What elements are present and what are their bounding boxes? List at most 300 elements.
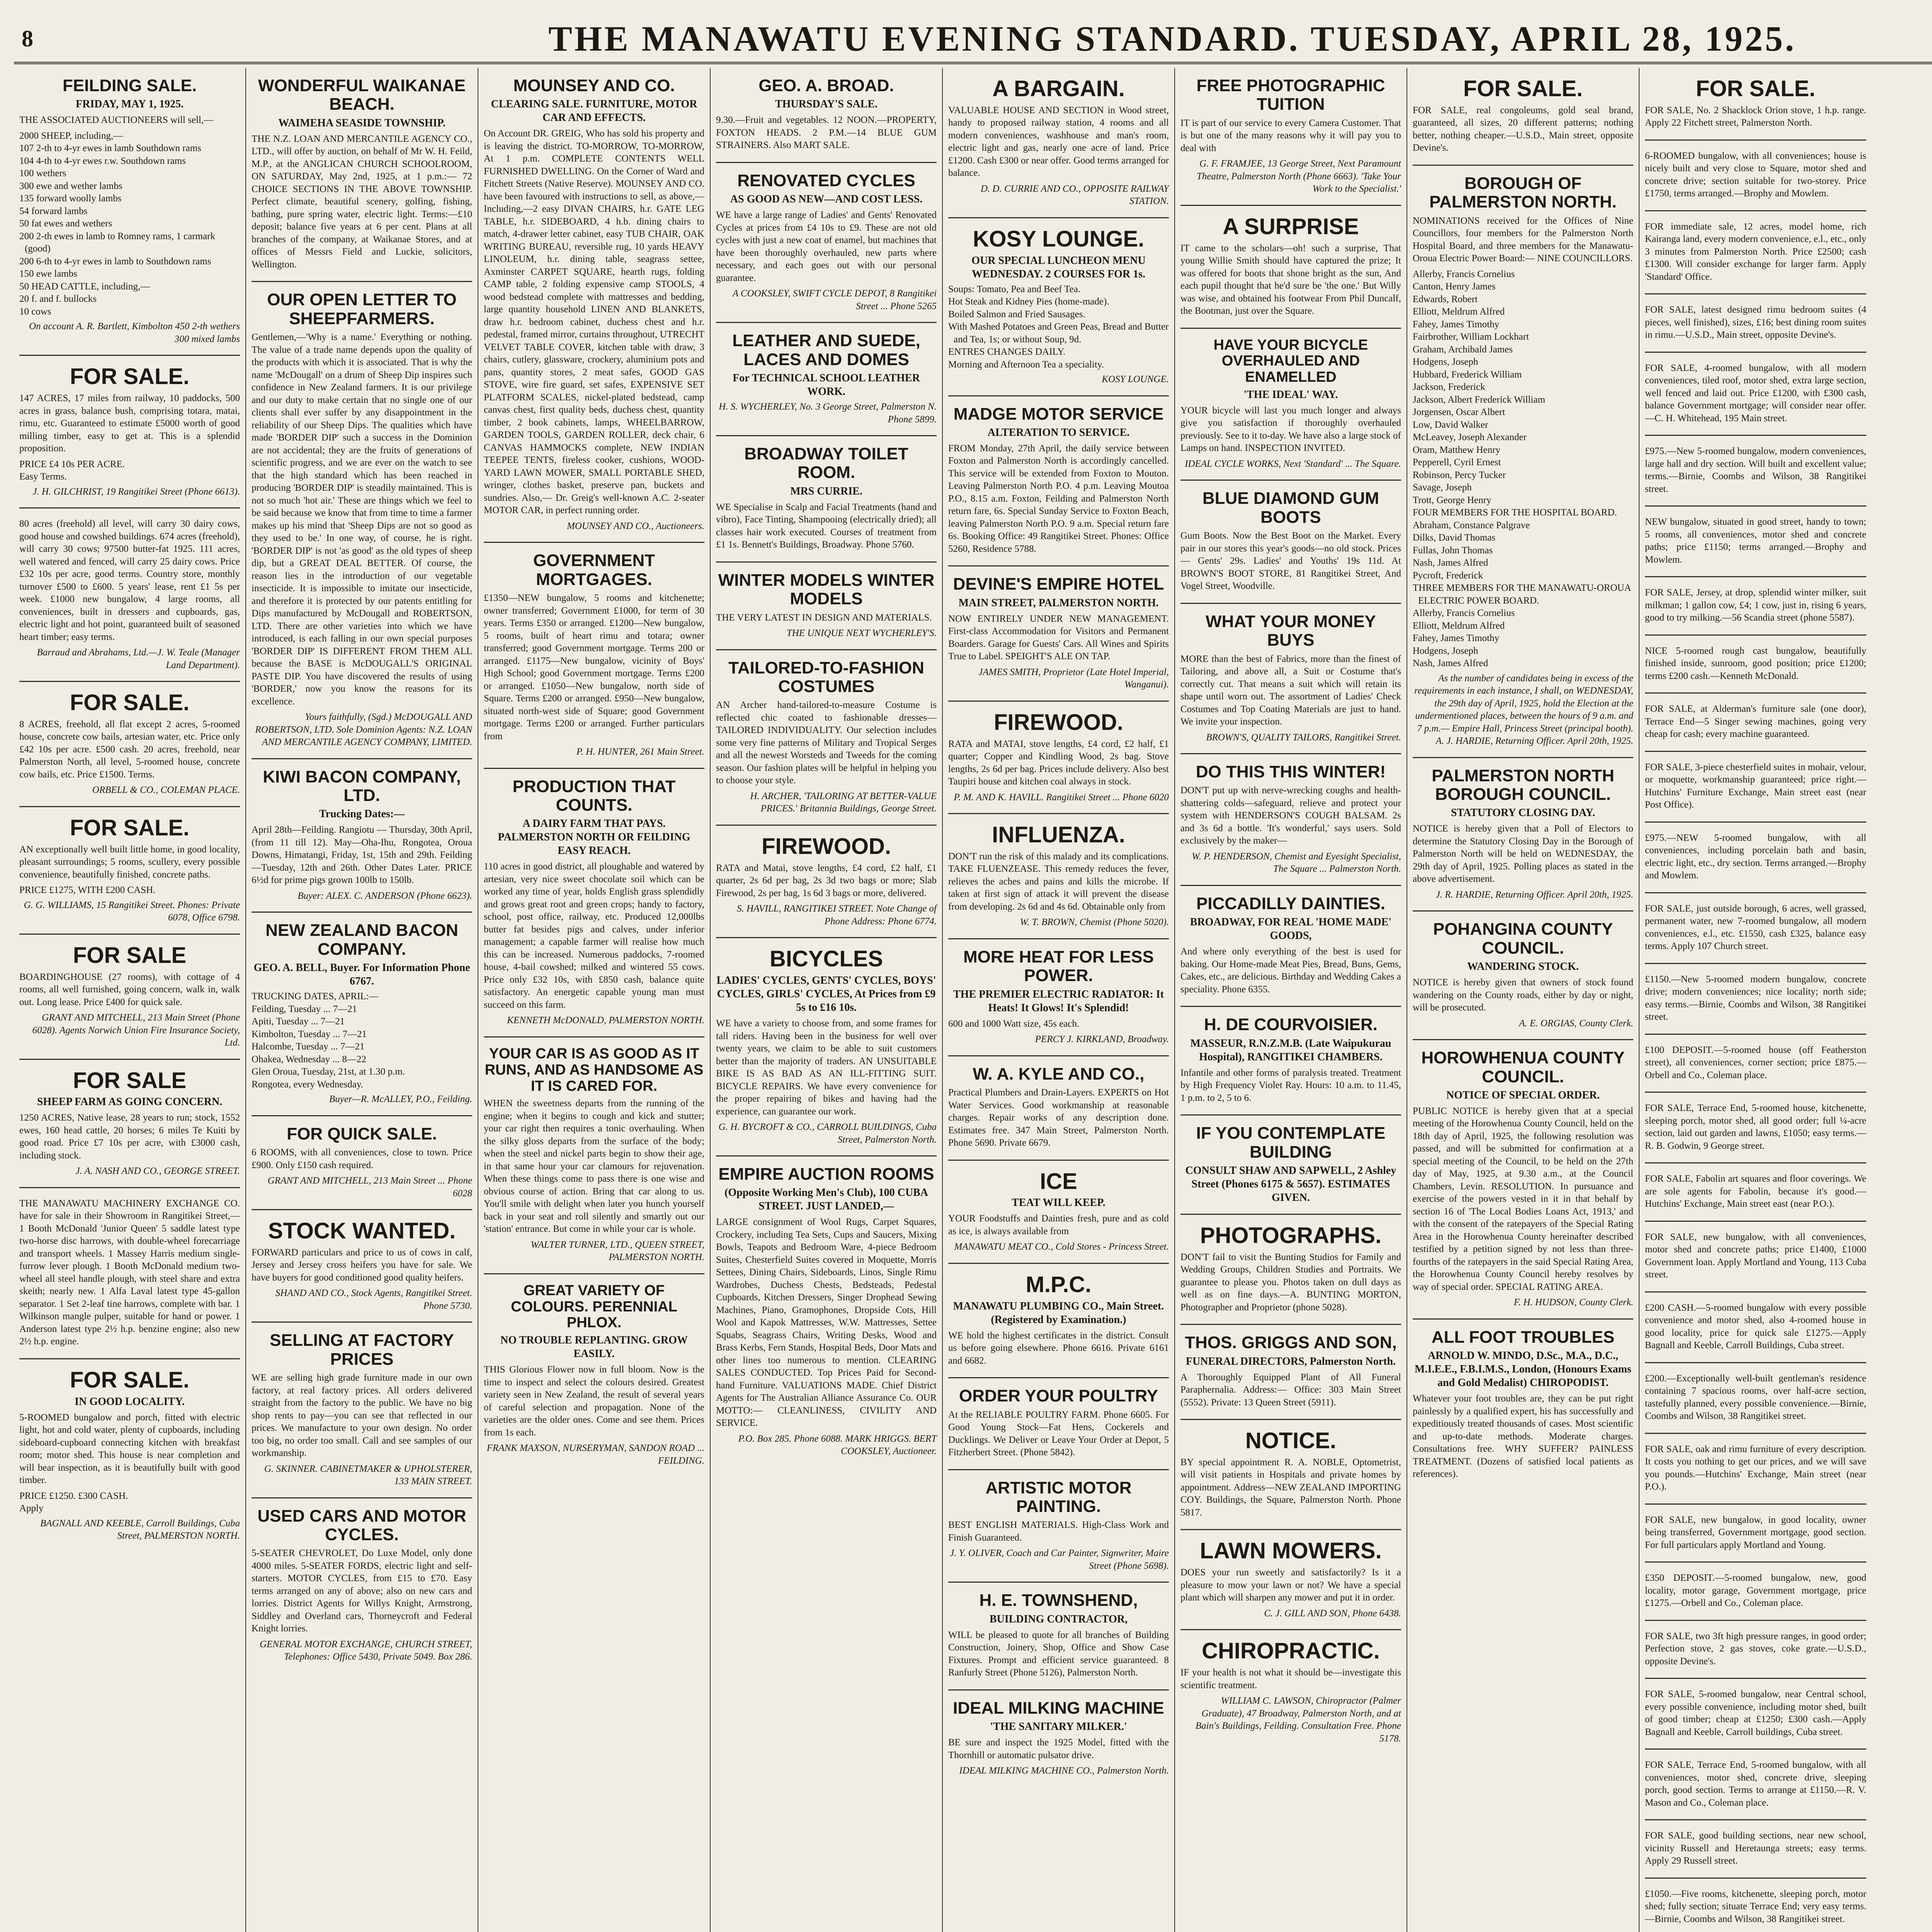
column-8	[1639, 68, 1872, 1932]
ad-body: BOARDINGHOUSE (27 rooms), with cottage of 4 rooms, all well furnished, going concern, walk in, walk out. Long lease. Price £400 for quick sale.	[19, 971, 240, 1007]
ad-subheading: NO TROUBLE REPLANTING. GROW EASILY.	[500, 1334, 688, 1360]
advertisement	[716, 650, 937, 826]
ad-signature: On account A. R. Bartlett, Kimbolton 450 2-th wethers 300 mixed lambs	[29, 321, 240, 344]
ad-heading: ORDER YOUR POULTRY	[959, 1386, 1158, 1406]
ad-body: FOR SALE, Fabolin art squares and floor coverings. We are sole agents for Fabolin, because it's good.—Hutchins' Exchange, Main street east (near P.O.).	[1645, 1173, 1866, 1209]
ad-list-item: Elliott, Meldrum Alfred	[1413, 306, 1505, 317]
ad-heading: H. E. TOWNSHEND,	[979, 1591, 1138, 1610]
ad-signature: IDEAL MILKING MACHINE CO., Palmerston North.	[959, 1765, 1169, 1776]
ad-heading: PRODUCTION THAT COUNTS.	[512, 777, 676, 815]
advertisement	[1645, 436, 1866, 507]
ad-list-item: FOUR MEMBERS FOR THE HOSPITAL BOARD.	[1413, 507, 1617, 518]
ad-heading: SELLING AT FACTORY PRICES	[270, 1331, 454, 1369]
ad-subheading: CONSULT SHAW AND SAPWELL, 2 Ashley Street (Phones 6175 & 5657). ESTIMATES GIVEN.	[1185, 1164, 1396, 1204]
advertisement	[19, 935, 240, 1060]
advertisement	[1645, 964, 1866, 1035]
advertisement	[484, 543, 704, 769]
advertisement	[252, 759, 472, 913]
ad-body: IT came to the scholars—oh! such a surprise, That young Willie Smith should have captured the prize; It was offered for boots that shone bright as the sun, And each pupil thought that he'd sure be 'the one.' But Willy was wise, and obtained his footwear From Phil Duncalf, the Bootman, just over the Square.	[1180, 243, 1401, 316]
ad-heading: PALMERSTON NORTH BOROUGH COUNCIL.	[1432, 766, 1614, 804]
advertisement	[1645, 1222, 1866, 1293]
ad-body: NOTICE is hereby given that a Poll of Electors to determine the Statutory Closing Day in the Borough of Palmerston North will be held on WEDNESDAY, the 29th day of April, 1925. Polling places as stated in the above advertisement.	[1413, 823, 1633, 884]
ad-list-item: PRICE £4 10s PER ACRE.	[19, 459, 125, 469]
ad-heading: A BARGAIN.	[992, 76, 1125, 101]
ad-subheading: THE PREMIER ELECTRIC RADIATOR: It Heats! It Glows! It's Splendid!	[953, 988, 1164, 1014]
ad-subheading: GEO. A. BELL, Buyer. For Information Phone 6767.	[253, 962, 470, 988]
ad-list-item: Nash, James Alfred	[1413, 658, 1488, 669]
ad-heading: KIWI BACON COMPANY, LTD.	[263, 767, 461, 805]
ad-signature: F. H. HUDSON, County Clerk.	[1514, 1297, 1633, 1308]
ad-signature: C. J. GILL AND SON, Phone 6438.	[1264, 1608, 1401, 1619]
ad-list-item: Robinson, Percy Tucker	[1413, 469, 1506, 480]
ad-list-item: 10 cows	[19, 306, 51, 317]
ad-body: 9.30.—Fruit and vegetables. 12 NOON.—PROPERTY, FOXTON HEADS. 2 P.M.—14 BLUE GUM STRAINERS. Also MART SALE.	[716, 115, 937, 151]
ad-heading: H. DE COURVOISIER.	[1204, 1015, 1378, 1034]
ad-list-item: Edwards, Robert	[1413, 294, 1478, 304]
ad-subheading: LADIES' CYCLES, GENTS' CYCLES, BOYS' CYCLES, GIRLS' CYCLES, At Prices from £9 5s to £16 10s.	[716, 975, 936, 1014]
ad-heading: DEVINE'S EMPIRE HOTEL	[953, 575, 1164, 594]
ad-signature: W. P. HENDERSON, Chemist and Eyesight Specialist, The Square ... Palmerston North.	[1192, 851, 1401, 874]
advertisement	[1413, 1040, 1633, 1320]
advertisement	[252, 68, 472, 282]
ad-list-item: 300 ewe and wether lambs	[19, 180, 122, 191]
ad-subheading: STATUTORY CLOSING DAY.	[1451, 807, 1595, 819]
ad-list-item: ENTRES CHANGES DAILY.	[948, 347, 1066, 357]
page-number: 8	[22, 26, 33, 51]
advertisement	[716, 826, 937, 938]
ad-body: DON'T put up with nerve-wrecking coughs and health-shattering colds—safeguard, relieve and protect your system with HENDERSON'S COUGH BALSAM. 2s and 3s 6d a bottle. 'It's wonderful,' says users. Sold exclusively by the maker—	[1180, 785, 1401, 846]
ad-heading: LAWN MOWERS.	[1200, 1538, 1382, 1564]
ad-body: THIS Glorious Flower now in full bloom. Now is the time to inspect and select the colours desired. Greatest variety seen in New Zealand, the result of several years of careful selection and propagation. None of the varieties are the older ones. Come and see them. Prices from 1s each.	[484, 1364, 704, 1438]
ad-body: THE ASSOCIATED AUCTIONEERS will sell,—	[19, 115, 214, 126]
ad-heading: BROADWAY TOILET ROOM.	[744, 444, 908, 482]
ad-signature: Buyer—R. McALLEY, P.O., Feilding.	[329, 1094, 472, 1105]
advertisement	[1645, 1505, 1866, 1563]
ad-list-item: 50 HEAD CATTLE, including,—	[19, 281, 150, 292]
ad-heading: HAVE YOUR BICYCLE OVERHAULED AND ENAMELLED	[1213, 337, 1368, 386]
ad-heading: GEO. A. BROAD.	[759, 76, 894, 95]
ad-heading: EMPIRE AUCTION ROOMS	[718, 1165, 934, 1184]
ad-body: FOR SALE, latest designed rimu bedroom suites (4 pieces, well finished), sizes, £16; best dining room suites in rimu.—U.S.D., Main street, opposite Devine's.	[1645, 304, 1866, 340]
ad-list-item: Fairbrother, William Lockhart	[1413, 332, 1529, 342]
ad-body: FOR SALE, two 3ft high pressure ranges, in good order; Perfection stove, 2 gas stoves, coke grate.—U.S.D., opposite Devine's.	[1645, 1631, 1866, 1667]
ad-body: 1250 ACRES, Native lease, 28 years to run; stock, 1552 ewes, 160 head cattle, 20 horses; 6 miles Te Kuiti by good road. Price £7 10s per acre, with £3000 cash, including stock.	[19, 1112, 240, 1161]
ad-heading: FOR SALE	[73, 942, 187, 968]
ad-body: BE sure and inspect the 1925 Model, fitted with the Thornhill or automatic pulsator drive.	[948, 1737, 1169, 1760]
ad-body: On Account DR. GREIG, Who has sold his property and is leaving the district. TO-MORROW, TO-MORROW, At 1 p.m. COMPLETE CONTENTS WELL FURNISHED DWELLING. On the Corner of Ward and Fitchett Streets (Native Reserve). MOUNSEY AND CO. have been favoured with instructions to sell, as above,— Including,—2 easy DIVAN CHAIRS, h.r. GATE LEG TABLE, h.r. SIDEBOARD, 4 h.b. dining chairs to match, 4-drawer letter cabinet, easy TUB CHAIR, OAK WRITING BUREAU, reversible rug, 10 yards HEAVY LINOLEUM, h.r. dining table, seagrass settee, Axminster CARPET SQUARE, hearth rugs, folding CAMP table, 2 folding expensive camp STOOLS, 4 wood bedstead complete with mattresses and bedding, large quantity household LINEN AND BLANKETS, draw h.r. bedroom cabinet, duchess chest and h.r. pedestal, framed mirror, curtains throughout, UTRECHT VELVET TABLE COVER, kitchen table with draw, 3 chairs, cutlery, glassware, crockery, aluminium pots and pans, quantity stores, 2 meat safes, GOOD GAS STOVE, wire fire guard, set safes, EXPENSIVE SET PLATFORM SCALES, nickel-plated bedstead, camp canvas chest, first quality beds, duchess chest, quantity timber, 2 book cabinets, lamps, WHEELBARROW, GARDEN TOOLS, GARDEN ROLLER, deck chair, 6 CANVAS HAMMOCKS complete, NEW INDIAN TEEPEE TENTS, fireless cooker, cushions, WOOD-YARD LAWN MOWER, SMALL PORTABLE SHED, wringer, clothes basket, preserve pan, buckets and sundries. Also,— Dr. Greig's well-known A.C. 2-seater MOTOR CAR, in perfect running order.	[484, 128, 704, 516]
advertisement	[19, 1359, 240, 1552]
advertisement	[948, 1470, 1169, 1583]
ad-heading: ALL FOOT TROUBLES	[1431, 1327, 1615, 1347]
ad-body: DON'T run the risk of this malady and its complications. TAKE FLUENZEASE. This remedy reduces the fever, relieves the aches and pains and kills the microbe. If taken at first sign of attack it will prevent the disease from developing. 2s 6d and 4s 6d. Obtainable only from	[948, 851, 1169, 912]
advertisement	[948, 218, 1169, 396]
ad-body: £1050.—Five rooms, kitchenette, sleeping porch, motor shed; fully section; situate Terrace End; very easy terms.—Birnie, Coombs and Wilson, 38 Rangitikei street.	[1645, 1888, 1866, 1924]
ad-signature: PERCY J. KIRKLAND, Broadway.	[1035, 1034, 1169, 1045]
ad-signature: A. E. ORGIAS, County Clerk.	[1519, 1018, 1633, 1029]
ad-list-item: Apply	[19, 1503, 44, 1514]
ad-heading: IF YOU CONTEMPLATE BUILDING	[1196, 1124, 1386, 1162]
ad-body: FOR SALE, new bungalow, in good locality, owner being transferred, Government mortgage, good section. For full particulars apply Mortland and Young.	[1645, 1514, 1866, 1550]
ad-heading: WONDERFUL WAIKANAE BEACH.	[258, 76, 466, 114]
ad-body: RATA and Matai, stove lengths, £4 cord, £2 half, £1 quarter, 2s 6d per bag, 2s 3d two bags or more; Slab Firewood, 2s per bag, 1s 6d 3 bags or more, delivered.	[716, 862, 937, 898]
ad-heading: INFLUENZA.	[992, 822, 1125, 848]
advertisement	[252, 1498, 472, 1673]
ad-list-item: Soups: Tomato, Pea and Beef Tea.	[948, 284, 1081, 294]
ad-signature: KENNETH McDONALD, PALMERSTON NORTH.	[507, 1015, 704, 1026]
advertisement	[1180, 1630, 1401, 1754]
column-6	[1175, 68, 1407, 1932]
advertisement	[1645, 353, 1866, 436]
ad-subheading: SHEEP FARM AS GOING CONCERN.	[37, 1096, 223, 1108]
ad-subheading: CLEARING SALE. FURNITURE, MOTOR CAR AND EFFECTS.	[491, 98, 697, 124]
ad-heading: FOR SALE.	[70, 815, 190, 840]
ad-list-item: Pepperell, Cyril Ernest	[1413, 457, 1501, 468]
advertisement	[252, 913, 472, 1116]
ad-heading: IDEAL MILKING MACHINE	[953, 1698, 1164, 1718]
ad-signature: GRANT AND MITCHELL, 213 Main Street ... Phone 6028	[267, 1175, 472, 1199]
ad-body: MORE than the best of Fabrics, more than the finest of Tailoring, and above all, a Suit or Costume that's correctly cut. That means a suit which will retain its shape until worn out. The assortment of Ladies' Check Costumes and Top Coating Materials are just to hand. We invite your inspection.	[1180, 653, 1401, 727]
advertisement	[1645, 68, 1866, 141]
ad-body: 5-SEATER CHEVROLET, Do Luxe Model, only done 4000 miles. 5-SEATER FORDS, electric light and self-starters. MOTOR CYCLES, from £15 to £70. Easy terms arranged on any of above; also on new cars and lorries. District Agents for Willys Knight, Armstrong, Siddley and Overland cars, Thorneycroft and Federal Knight lorries.	[252, 1548, 472, 1634]
ad-subheading: MANAWATU PLUMBING CO., Main Street. (Registered by Examination.)	[953, 1300, 1164, 1326]
advertisement	[948, 1583, 1169, 1690]
ad-list-item: Low, David Walker	[1413, 419, 1488, 430]
ad-body: Whatever your foot troubles are, they can be put right painlessly by a qualified expert, his has successfully and expeditiously treated thousands of cases. Most scientific and up-to-date methods. Moderate charges. Consultations free. WHY SUFFER? PAINLESS TREATMENT. (Dozens of satisfied local patients as references).	[1413, 1393, 1633, 1480]
ad-body: DON'T fail to visit the Bunting Studios for Family and Wedding Groups, Children Studies and Portraits. We guarantee to please you. Photos taken on dull days as well as on fine days.—A. BUNTING MORTON, Photographer and Proprietor (phone 5028).	[1180, 1252, 1401, 1313]
ad-list-item: Elliott, Meldrum Alfred	[1413, 620, 1505, 631]
column-7	[1407, 68, 1639, 1932]
ad-heading: THOS. GRIGGS AND SON,	[1185, 1333, 1397, 1352]
ad-heading: OUR OPEN LETTER TO SHEEPFARMERS.	[267, 290, 457, 328]
ad-list-item: Fahey, James Timothy	[1413, 633, 1500, 644]
advertisement	[716, 323, 937, 436]
ad-heading: DO THIS THIS WINTER!	[1196, 762, 1386, 782]
ad-list-item: 107 2-th to 4-yr ewes in lamb Southdown rams	[19, 143, 201, 154]
ad-list-item: Hot Steak and Kidney Pies (home-made).	[948, 296, 1109, 307]
ad-list-item: Allerby, Francis Cornelius	[1413, 269, 1515, 279]
ad-heading: FOR SALE.	[1463, 76, 1583, 101]
ad-body: AN exceptionally well built little home, in good locality, pleasant surroundings; 5 rooms, scullery, every possible convenience, beautifully finished, concrete paths.	[19, 844, 240, 880]
ad-list-item: 150 ewe lambs	[19, 269, 77, 279]
ad-body: £1150.—New 5-roomed modern bungalow, concrete drive; modern conveniences; nice locality; north side; easy terms.—Birnie, Coombs and Wilson, 38 Rangitikei street.	[1645, 974, 1866, 1022]
advertisement	[1180, 754, 1401, 886]
ad-body: WE have a variety to choose from, and some frames for tall riders. Having been in the business for well over twenty years, we claim to be able to suit customers better than the majority of traders. AN UNSUITABLE BIKE IS AS BAD AS AN ILL-FITTING SUIT. BICYCLE REPAIRS. We have every convenience for the proper repairing of bikes and having had the experience, can guarantee our work.	[716, 1018, 937, 1117]
ad-body: LARGE consignment of Wool Rugs, Carpet Squares, Crockery, including Tea Sets, Cups and Saucers, Mixing Bowls, Teapots and Bedroom Ware, 4-piece Bedroom Suites, Chesterfield Suites covered in Moquette, Morris Settees, Dining Chairs, Sideboards, Linos, Single Rimu Wardrobes, Duchess Chests, Bedsteads, Pedestal Cupboards, Kitchen Dressers, Singer Drophead Sewing Machines, Piano, Gramophones, Dropside Cots, Hill Wool and Kapok Mattresses, W.W. Mattresses, Settee Squabs, Seagrass Chairs, Writing Desks, Wood and Brass Kerbs, Fern Stands, Hospital Beds, Door Mats and other lines too numerous to mention. CLEARING SALES CONDUCTED. Top Prices Paid for Second-hand Furniture. VALUATIONS MADE. Chief District Agents for The Australian Alliance Assurance Co. OUR MOTTO:— CLEANLINESS, CIVILITY AND SERVICE.	[716, 1217, 937, 1429]
ad-body: £200.—Exceptionally well-built gentleman's residence containing 7 spacious rooms, over half-acre section, tastefully planned, every possible convenience.—Birnie, Coombs and Wilson, 38 Rangitikei street.	[1645, 1373, 1866, 1422]
ad-heading: USED CARS AND MOTOR CYCLES.	[257, 1506, 466, 1544]
ad-body: PUBLIC NOTICE is hereby given that at a special meeting of the Horowhenua County Council, held on the 18th day of April, 1925, the following resolution was passed, and will be submitted for confirmation at a special meeting of the Council, to be held on the 27th day of May, 1925, at 9.30 a.m., at the Council Chambers, Levin. RESOLUTION. In pursuance and exercise of the powers vested in it in that behalf by section 16 of 'The Local Bodies Loans Act, 1913,' and with the consent of the ratepayers of the Special Rating Area in the Horowhenua County hereinafter described testified by a petition signed by not less than three-fourths of the ratepayers in the said Special Rating Area, the Horowhenua County Council hereby resolves by way of special order. SPECIAL RATING AREA.	[1413, 1105, 1633, 1292]
advertisement	[1180, 1215, 1401, 1325]
ad-subheading: Trucking Dates:—	[319, 808, 405, 820]
ad-body: NOW ENTIRELY UNDER NEW MANAGEMENT. First-class Accommodation for Visitors and Permanent Boarders. Garage for Guests' Cars. All Wines and Spirits True to Label. SPEIGHT'S ALE ON TAP.	[948, 613, 1169, 662]
ad-body: Practical Plumbers and Drain-Layers. EXPERTS on Hot Water Services. Good workmanship at reasonable charges. Repair works of any description done. Estimates free. 347 Main Street, Palmerston North. Phone 5690. Private 6679.	[948, 1087, 1169, 1148]
advertisement	[1645, 1434, 1866, 1505]
ad-body: £975.—NEW 5-roomed bungalow, with all conveniences, including porcelain bath and basin, electric light, etc., dry section. Terms arranged.—Brophy and Mowlem.	[1645, 832, 1866, 881]
ad-body: £350 DEPOSIT.—5-roomed bungalow, new, good locality, motor garage, Government mortgage, price £1275.—Orbell and Co., Coleman place.	[1645, 1573, 1866, 1609]
newspaper-title: THE MANAWATU EVENING STANDARD. TUESDAY, APRIL 28, 1925.	[548, 19, 1796, 58]
advertisement	[1645, 577, 1866, 636]
column-5	[943, 68, 1175, 1932]
advertisement	[1413, 68, 1633, 166]
ad-list-item: 50 fat ewes and wethers	[19, 218, 112, 229]
ad-list-item: Apiti, Tuesday ... 7—21	[252, 1016, 345, 1027]
advertisement	[948, 1378, 1169, 1470]
ad-heading: HOROWHENUA COUNTY COUNCIL.	[1421, 1048, 1625, 1086]
advertisement	[948, 396, 1169, 567]
ad-heading: GREAT VARIETY OF COLOURS. PERENNIAL PHLOX.	[511, 1282, 677, 1331]
ad-heading: PICCADILLY DAINTIES.	[1196, 894, 1385, 913]
advertisement	[948, 702, 1169, 814]
advertisement	[1645, 1563, 1866, 1621]
ad-heading: FOR SALE.	[70, 1367, 190, 1393]
ad-signature: JAMES SMITH, Proprietor (Late Hotel Imperial, Wanganui).	[978, 667, 1169, 690]
advertisement	[1645, 1879, 1866, 1932]
ad-heading: POHANGINA COUNTY COUNCIL.	[1433, 920, 1613, 957]
ad-heading: NOTICE.	[1245, 1428, 1337, 1454]
ad-subheading: MASSEUR, R.N.Z.M.B. (Late Waipukurau Hospital), RANGITIKEI CHAMBERS.	[1190, 1037, 1391, 1063]
ad-subheading: (Opposite Working Men's Club), 100 CUBA STREET. JUST LANDED,—	[724, 1187, 928, 1213]
ad-list-item: 104 4-th to 4-yr ewes r.w. Southdown rams	[19, 155, 186, 166]
advertisement	[948, 1690, 1169, 1787]
ad-heading: MORE HEAT FOR LESS POWER.	[963, 947, 1154, 985]
ad-list-item: Rongotea, every Wednesday.	[252, 1079, 363, 1090]
ad-heading: GOVERNMENT MORTGAGES.	[533, 551, 655, 589]
ad-heading: BLUE DIAMOND GUM BOOTS	[1202, 489, 1379, 527]
ad-heading: FOR SALE.	[70, 364, 190, 389]
ad-signature: IDEAL CYCLE WORKS, Next 'Standard' ... The Square.	[1185, 458, 1401, 469]
advertisement	[948, 1264, 1169, 1378]
ad-body: WE are selling high grade furniture made in our own factory, at real factory prices. All orders delivered straight from the factory to the public. We have no big shop rents to pay—you can see that reflected in our prices. We manufacture to your own design. No order too big, no order too small. Call and see samples of our workmanship.	[252, 1372, 472, 1459]
advertisement	[484, 68, 704, 543]
ad-body: IF your health is not what it should be—investigate this scientific treatment.	[1180, 1667, 1401, 1690]
ad-body: Gentlemen,—'Why is a name.' Everything or nothing. The value of a trade name depends upon the quality of the products with which it is associated. That is why the name 'McDougall' on a drum of Sheep Dip inspires such confidence in New Zealand farmers. It is our privilege and our duty to make certain that no single one of our clients shall ever suffer by any disappointment in the reliability of our Sheep Dips. The qualities which have made 'BORDER DIP' such a success in the Dominion are not accidental; they are the fruits of generations of scientific progress, and we are ever on the watch to see that the high standard which has been reached in producing 'BORDER DIP' is steadily maintained. This is not so much 'hot air.' These are things which we feel to be said because we know that from time to time a farmer makes up his mind that 'Sheep Dips are not so good as they used to be.' In one way, of course, he is right. 'BORDER DIP' is not 'as good' as the old types of sheep dip, but a GREAT DEAL BETTER. Of course, the reason lies in the introduction of our vegetable insecticide. It is impossible to imitate our insecticide, and therefore it is protected by our patents entitling for Dips manufactured by McDougall and ROBERTSON, LTD. There are other varieties into which we have introduced, is each falling in our own special purposes 'BORDER DIP' IS DIFFERENT FROM THEM ALL because the BASE is McDOUGALL'S ORIGINAL PASTE DIP. You have discovered the results of using 'BORDER,' now you know the reasons for its excellence.	[252, 332, 472, 707]
ad-body: THE VERY LATEST IN DESIGN AND MATERIALS.	[716, 612, 932, 623]
advertisement	[716, 563, 937, 650]
advertisement	[252, 1210, 472, 1323]
ad-body: 80 acres (freehold) all level, will carry 30 dairy cows, good house and cowshed buildings. 674 acres (freehold), will carry 30 cows; 97500 butter-fat 1925. 111 acres, well watered and fenced, will carry 25 dairy cows. Price £32 10s per acre, good terms. Country store, monthly turnover £500 to £600. 5 years' lease, rent £1 5s per week. £1000 new bungalow, 4 large rooms, all conveniences, built in dressers and cupboards, gas, electric light and hot point, guaranteed built of seasoned heart timber; easy terms.	[19, 519, 240, 642]
advertisement	[484, 1274, 704, 1476]
ad-body: Infantile and other forms of paralysis treated. Treatment by High Frequency Violet Ray. Hours: 10 a.m. to 11.45, 1 p.m. to 2, 5 to 6.	[1180, 1067, 1401, 1103]
advertisement	[1180, 1116, 1401, 1215]
ad-list-item: With Mashed Potatoes and Green Peas, Bread and Butter and Tea, 1s; or without Soup, 9d.	[948, 321, 1169, 345]
ad-heading: LEATHER AND SUEDE, LACES AND DOMES	[732, 331, 920, 369]
ad-body: FROM Monday, 27th April, the daily service between Foxton and Palmerston North is accordingly cancelled. This service will be extended from Foxton to Mouton. Leaving Palmerston North P.O. 4 p.m. Leaving Moutoa P.O., 8.15 a.m. Foxton, Feilding and Palmerston North return fare, 6s. Special Sunday Service to Foxton Beach, leaving Palmerston North P.O. 9 a.m. Special return fare 6s. Booking Office: 49 Rangitikei Street. Phones: Office 5260, Residence 5788.	[948, 443, 1169, 554]
ad-body: FOR SALE, Terrace End, 5-roomed bungalow, with all conveniences, motor shed, concrete drive, sleeping porch, good section. Terms to arrange at £1150.—R. V. Mason and Co., Coleman place.	[1645, 1760, 1866, 1808]
ad-signature: J. R. HARDIE, Returning Officer. April 20th, 1925.	[1435, 889, 1633, 900]
ad-body: A Thoroughly Equipped Plant of All Funeral Paraphernalia. Address:— Office: 303 Main Street (5552). Private: 13 Queen Street (5911).	[1180, 1372, 1401, 1408]
ad-list-item: Ohakea, Wednesday ... 8—22	[252, 1054, 366, 1065]
advertisement	[1180, 604, 1401, 754]
ad-list-item: Jorgensen, Oscar Albert	[1413, 407, 1505, 418]
advertisement	[1180, 329, 1401, 481]
ad-signature: ORBELL & CO., COLEMAN PLACE.	[92, 785, 240, 796]
advertisement	[252, 1116, 472, 1210]
ad-subheading: WANDERING STOCK.	[1467, 961, 1579, 973]
advertisement	[19, 356, 240, 509]
advertisement	[19, 509, 240, 682]
advertisement	[1645, 1363, 1866, 1434]
ad-list-item: Trott, George Henry	[1413, 495, 1492, 505]
advertisement	[716, 436, 937, 563]
advertisement	[19, 682, 240, 807]
ad-signature: H. S. WYCHERLEY, No. 3 George Street, Palmerston N. Phone 5899.	[719, 401, 937, 425]
ad-body: WE hold the highest certificates in the district. Consult us before going elsewhere. Phone 6616. Private 6161 and 6682.	[948, 1330, 1169, 1366]
advertisement	[1645, 1293, 1866, 1363]
ad-list-item: Jackson, Albert Frederick William	[1413, 394, 1545, 405]
ad-signature: J. Y. OLIVER, Coach and Car Painter, Signwriter, Maire Street (Phone 5698).	[950, 1548, 1169, 1571]
ad-list-item: 20 f. and f. bullocks	[19, 294, 97, 304]
ad-heading: WINTER MODELS WINTER MODELS	[718, 570, 935, 609]
advertisement	[948, 68, 1169, 218]
ad-body: FOR SALE, 3-piece chesterfield suites in mohair, velour, or moquette, workmanship guaranteed; price right.—Hutchins' Furniture Exchange, Main street east (near Post Office).	[1645, 762, 1866, 810]
ad-signature: Barraud and Abrahams, Ltd.—J. W. Teale (Manager Land Department).	[37, 647, 240, 670]
ad-list-item: 54 forward lambs	[19, 206, 88, 216]
ad-body: £1350—NEW bungalow, 5 rooms and kitchenette; owner transferred; Government £1000, for term of 30 years. Terms £350 or arranged. £1200—New bungalow, 5 rooms, built of heart rimu and totara; owner transferred; good Government mortgage. Terms 200 or arranged. £1175—New bungalow, vicinity of Boys' High School; good Government mortgage. Terms £200 or arranged. £1050—New bungalow, north side of Square. Terms £200 or arranged. £950—New bungalow, situated north-west side of Square; good Government mortgage. Terms £200 or arranged. Further particulars from	[484, 593, 704, 742]
ad-signature: As the number of candidates being in excess of the requirements in each instance, I shall, on WEDNESDAY, the 29th day of April, 1925, hold the Election at the undermentioned places, between the hours of 9 a.m. and 7 p.m.— Empire Hall, Princess Street (principal booth). A. J. HARDIE, Returning Officer. April 20th, 1925.	[1414, 673, 1633, 747]
ad-list-item: Fullas, John Thomas	[1413, 545, 1493, 556]
ad-signature: G. H. BYCROFT & CO., CARROLL BUILDINGS, Cuba Street, Palmerston North.	[718, 1122, 937, 1145]
advertisement	[1645, 507, 1866, 577]
ad-list-item: Pycroft, Frederick	[1413, 570, 1483, 581]
ad-body: FOR SALE, 4-roomed bungalow, with all modern conveniences, tiled roof, motor shed, extra large section, well fenced and laid out. Price £1200, with £300 cash, balance Government mortgage; will consider near offer.—C. H. Whitehead, 195 Main street.	[1645, 362, 1866, 423]
advertisement	[1180, 886, 1401, 1007]
ad-list-item: Nash, James Alfred	[1413, 558, 1488, 568]
ad-heading: FOR SALE.	[1696, 76, 1816, 101]
ad-heading: FIREWOOD.	[993, 709, 1124, 735]
ad-subheading: ARNOLD W. MINDO, D.Sc., M.A., D.C., M.I.E.E., F.B.I.M.S., London, (Honours Exams and Gold Medalist) CHIROPODIST.	[1415, 1350, 1631, 1389]
advertisement	[1645, 893, 1866, 964]
advertisement	[1180, 68, 1401, 206]
ad-subheading: BUILDING CONTRACTOR,	[989, 1613, 1128, 1625]
ad-heading: W. A. KYLE AND CO.,	[973, 1064, 1145, 1083]
ad-list-item: Savage, Joseph	[1413, 482, 1472, 493]
ad-body: WE Specialise in Scalp and Facial Treatments (hand and vibro), Face Tinting, Shampooing (electrically dried); all classes hair work executed. Courses of treatment from £1 1s. Bennett's Buildings, Broadway. Phone 5760.	[716, 502, 937, 550]
ad-signature: W. T. BROWN, Chemist (Phone 5020).	[1020, 917, 1169, 928]
ad-signature: H. ARCHER, 'TAILORING AT BETTER-VALUE PRICES.' Britannia Buildings, George Street.	[750, 791, 937, 814]
ad-heading: M.P.C.	[1026, 1272, 1092, 1297]
advertisement	[1645, 1163, 1866, 1222]
ad-subheading: FUNERAL DIRECTORS, Palmerston North.	[1185, 1355, 1396, 1367]
ad-list-item: 200 6-th to 4-yr ewes in lamb to Southdown rams	[19, 256, 211, 267]
advertisement	[1180, 1007, 1401, 1116]
ad-subheading: A DAIRY FARM THAT PAYS. PALMERSTON NORTH OR FEILDING EASY REACH.	[498, 818, 690, 857]
column-3	[478, 68, 711, 1932]
ad-body: 600 and 1000 Watt size, 45s each.	[948, 1018, 1080, 1029]
ad-list-item: 2000 SHEEP, including,—	[19, 130, 123, 141]
ad-heading: KOSY LOUNGE.	[973, 226, 1145, 252]
advertisement	[1413, 1320, 1633, 1491]
ad-body: WHEN the sweetness departs from the running of the engine; when it begins to cough and kick and stutter; your car right then requires a tonic overhauling. When the silky gloss departs from the surface of the body; when the steel and nickel parts begin to show their age, in that same hour your car clamours for rejuvenation. When these things come to pass there is one wise and obvious course of action. Bring that car along to us. You'll smile with delight when later you hunch yourself back in your seat and roll silently and smartly out our 'station' entrance. But come in while your car is whole.	[484, 1098, 704, 1235]
ad-body: FOR immediate sale, 12 acres, model home, rich Kairanga land, every modern convenience, e.l., etc., only 3 minutes from Palmerston North. Price £2500; cash £1300. Will consider exchange for larger farm. Apply 'Standard' Office.	[1645, 221, 1866, 282]
advertisement	[948, 939, 1169, 1056]
ad-list-item: TRUCKING DATES, APRIL:—	[252, 991, 379, 1002]
advertisement	[1645, 823, 1866, 893]
advertisement	[948, 1056, 1169, 1161]
ad-subheading: THURSDAY'S SALE.	[775, 98, 878, 111]
advertisement	[1645, 636, 1866, 694]
advertisement	[252, 1323, 472, 1498]
ad-body: VALUABLE HOUSE AND SECTION in Wood street, handy to proposed railway station, 4 rooms and all modern conveniences, washhouse and man's room, electric light and gas, nearly one acre of land. Price £1200. Cash £300 or near offer. Good terms arranged for balance.	[948, 105, 1169, 179]
ad-subheading: TEAT WILL KEEP.	[1012, 1197, 1105, 1209]
ad-signature: Buyer: ALEX. C. ANDERSON (Phone 6623).	[298, 890, 472, 901]
ad-body: £100 DEPOSIT.—5-roomed house (off Featherston street), all conveniences, corner section; price £875.—Orbell and Co., Coleman place.	[1645, 1044, 1866, 1080]
ad-heading: YOUR CAR IS AS GOOD AS IT RUNS, AND AS HANDSOME AS IT IS CARED FOR.	[485, 1045, 704, 1094]
ad-heading: FIREWOOD.	[761, 833, 891, 859]
advertisement	[484, 769, 704, 1037]
ad-subheading: AS GOOD AS NEW—AND COST LESS.	[730, 193, 923, 206]
ad-signature: MOUNSEY AND CO., Auctioneers.	[566, 520, 704, 531]
advertisement	[252, 282, 472, 759]
ad-signature: J. A. NASH AND CO., GEORGE STREET.	[75, 1166, 240, 1177]
ad-list-item: Hodgens, Joseph	[1413, 645, 1478, 656]
ad-heading: RENOVATED CYCLES	[737, 171, 915, 190]
column-4	[711, 68, 943, 1932]
advertisement	[948, 1161, 1169, 1264]
ad-signature: WALTER TURNER, LTD., QUEEN STREET, PALMERSTON NORTH.	[531, 1239, 704, 1263]
ad-heading: MOUNSEY AND CO.	[513, 76, 675, 95]
advertisement	[1413, 166, 1633, 758]
ad-signature: A COOKSLEY, SWIFT CYCLE DEPOT, 8 Rangitikei Street ... Phone 5265	[732, 288, 937, 311]
ad-body: FOR SALE, oak and rimu furniture of every description. It costs you nothing to get our prices, and we will save you pounds.—Hutchins' Exchange, Main street (near P.O.).	[1645, 1444, 1866, 1492]
ad-body: THE MANAWATU MACHINERY EXCHANGE CO. have for sale in their Showroom in Rangitikei Street,— 1 Booth McDonald 'Junior Queen' 5 saddle latest type two-horse disc harrows, with double-wheel forecarriage and transport wheels. 1 Massey Harris medium single-furrow lever plough. 1 Booth McDonald medium two-wheel all steel handle plough, with steel share and extra skeith; nearly new. 1 Alfa Laval latest type 45-gallon separator. 1 Set 2-leaf tine harrows, complete with bar. 1 Wilkinson mangle pulper, suitable for hand or power. 1 Anderson latest type 2½ h.p. benzine engine; also new 2½ h.p. engine.	[19, 1198, 240, 1347]
ad-heading: FOR SALE.	[70, 690, 190, 716]
ad-signature: MANAWATU MEAT CO., Cold Stores - Princess Street.	[954, 1242, 1169, 1252]
advertisement	[1180, 1530, 1401, 1630]
ad-signature: G. SKINNER. CABINETMAKER & UPHOLSTERER, 133 MAIN STREET.	[264, 1463, 472, 1487]
ad-body: FOR SALE, at Alderman's furniture sale (one door), Terrace End—5 Singer sewing machines, going very cheap for cash; every machine guaranteed.	[1645, 704, 1866, 740]
ad-body: AN Archer hand-tailored-to-measure Costume is reflected chic coated to fashionable dresses—TAILORED INDIVIDUALITY. Our selection includes some very fine patterns of Military and Tropical Serges and all the newest Worsteds and Tweeds for the coming season. Our fashion plates will be helpful in helping you to choose your style.	[716, 700, 937, 786]
advertisement	[716, 68, 937, 163]
advertisement	[19, 1188, 240, 1359]
ad-signature: KOSY LOUNGE.	[1102, 374, 1169, 385]
advertisement	[1413, 758, 1633, 912]
ad-body: FOR SALE, 5-roomed bungalow, near Central school, every possible convenience, including motor shed, built of good timber; cheap at £1250; £300 cash.—Apply Bagnall and Keeble, Carroll buildings, Cuba street.	[1645, 1689, 1866, 1737]
ad-list-item: Allerby, Francis Cornelius	[1413, 608, 1515, 619]
column-1	[14, 68, 246, 1932]
ad-signature: BAGNALL AND KEEBLE, Carroll Buildings, Cuba Street, PALMERSTON NORTH.	[40, 1518, 240, 1541]
ad-signature: GENERAL MOTOR EXCHANGE, CHURCH STREET, Telephones: Office 5430, Private 5049. Box 286.	[259, 1639, 472, 1662]
ad-list-item: 100 wethers	[19, 168, 66, 179]
advertisement	[1180, 481, 1401, 604]
ad-body: NOMINATIONS received for the Offices of Nine Councillors, four members for the Palmerston North Hospital Board, and three members for the Manawatu-Oroua Electric Power Board:— NINE COUNCILLORS.	[1413, 215, 1633, 264]
ad-heading: FREE PHOTOGRAPHIC TUITION	[1196, 76, 1385, 114]
ad-list-item: PRICE £1275, WITH £200 CASH.	[19, 885, 156, 896]
ad-heading: WHAT YOUR MONEY BUYS	[1206, 612, 1376, 650]
ad-signature: P.O. Box 285. Phone 6088. MARK HRIGGS. BERT COOKSLEY, Auctioneer.	[738, 1433, 937, 1457]
advertisement	[1645, 211, 1866, 295]
ad-body: BY special appointment R. A. NOBLE, Optometrist, will visit patients in Hospitals and private homes by appointment. Address—NEW ZEALAND IMPORTING COY. Buildings, the Square, Palmerston North. Phone 5817.	[1180, 1457, 1401, 1518]
ad-heading: ICE	[1040, 1168, 1077, 1194]
ad-body: 6-ROOMED bungalow, with all conveniences; house is nicely built and very close to Square, motor shed and concrete drive; section suitable for two-storey. Price £1750, terms arranged.—Brophy and Mowlem.	[1645, 150, 1866, 199]
ad-subheading: 'THE IDEAL' WAY.	[1243, 388, 1338, 401]
ad-body: 147 ACRES, 17 miles from railway, 10 paddocks, 500 acres in grass, balance bush, comprising totara, matai, rimu, etc. Guaranteed to estimate £5000 worth of good milling timber, easy to get at. This is a splendid proposition.	[19, 393, 240, 454]
ad-body: FOR SALE, just outside borough, 6 acres, well grassed, permanent water, new 7-roomed bungalow, all modern conveniences, e.l., etc. £1550, cash £325, balance easy terms. Apply 107 Church street.	[1645, 903, 1866, 952]
ad-heading: STOCK WANTED.	[268, 1218, 456, 1244]
ad-signature: P. H. HUNTER, 261 Main Street.	[576, 747, 704, 757]
ad-subheading: IN GOOD LOCALITY.	[75, 1395, 185, 1408]
ad-heading: BOROUGH OF PALMERSTON NORTH.	[1429, 173, 1617, 212]
ad-body: £975.—New 5-roomed bungalow, modern conveniences, large hall and dry section. Will built and excellent value; terms.—Birnie, Coombs and Wilson, 38 Rangitikei street.	[1645, 446, 1866, 494]
ad-body: FOR SALE, Jersey, at drop, splendid winter milker, suit milkman; 1 gallon cow, £4; 1 cow, just in, rising 6 years, good to try milking.—56 Scandia street (phone 5587).	[1645, 587, 1866, 623]
advertisement	[1645, 1621, 1866, 1679]
ad-signature: G. F. FRAMJEE, 13 George Street, Next Paramount Theatre, Palmerston North (Phone 6663). 'Take Your Work to the Specialist.'	[1197, 158, 1401, 194]
ad-signature: SHAND AND CO., Stock Agents, Rangitikei Street. Phone 5730.	[275, 1288, 472, 1311]
ad-body: BEST ENGLISH MATERIALS. High-Class Work and Finish Guaranteed.	[948, 1520, 1169, 1543]
ad-list-item: Dilks, David Thomas	[1413, 532, 1496, 543]
ad-list-item: Hubbard, Frederick William	[1413, 369, 1522, 380]
ad-body: FOR SALE, No. 2 Shacklock Orion stove, 1 h.p. range. Apply 22 Fitchett street, Palmerston North.	[1645, 105, 1866, 128]
advertisement	[19, 807, 240, 935]
